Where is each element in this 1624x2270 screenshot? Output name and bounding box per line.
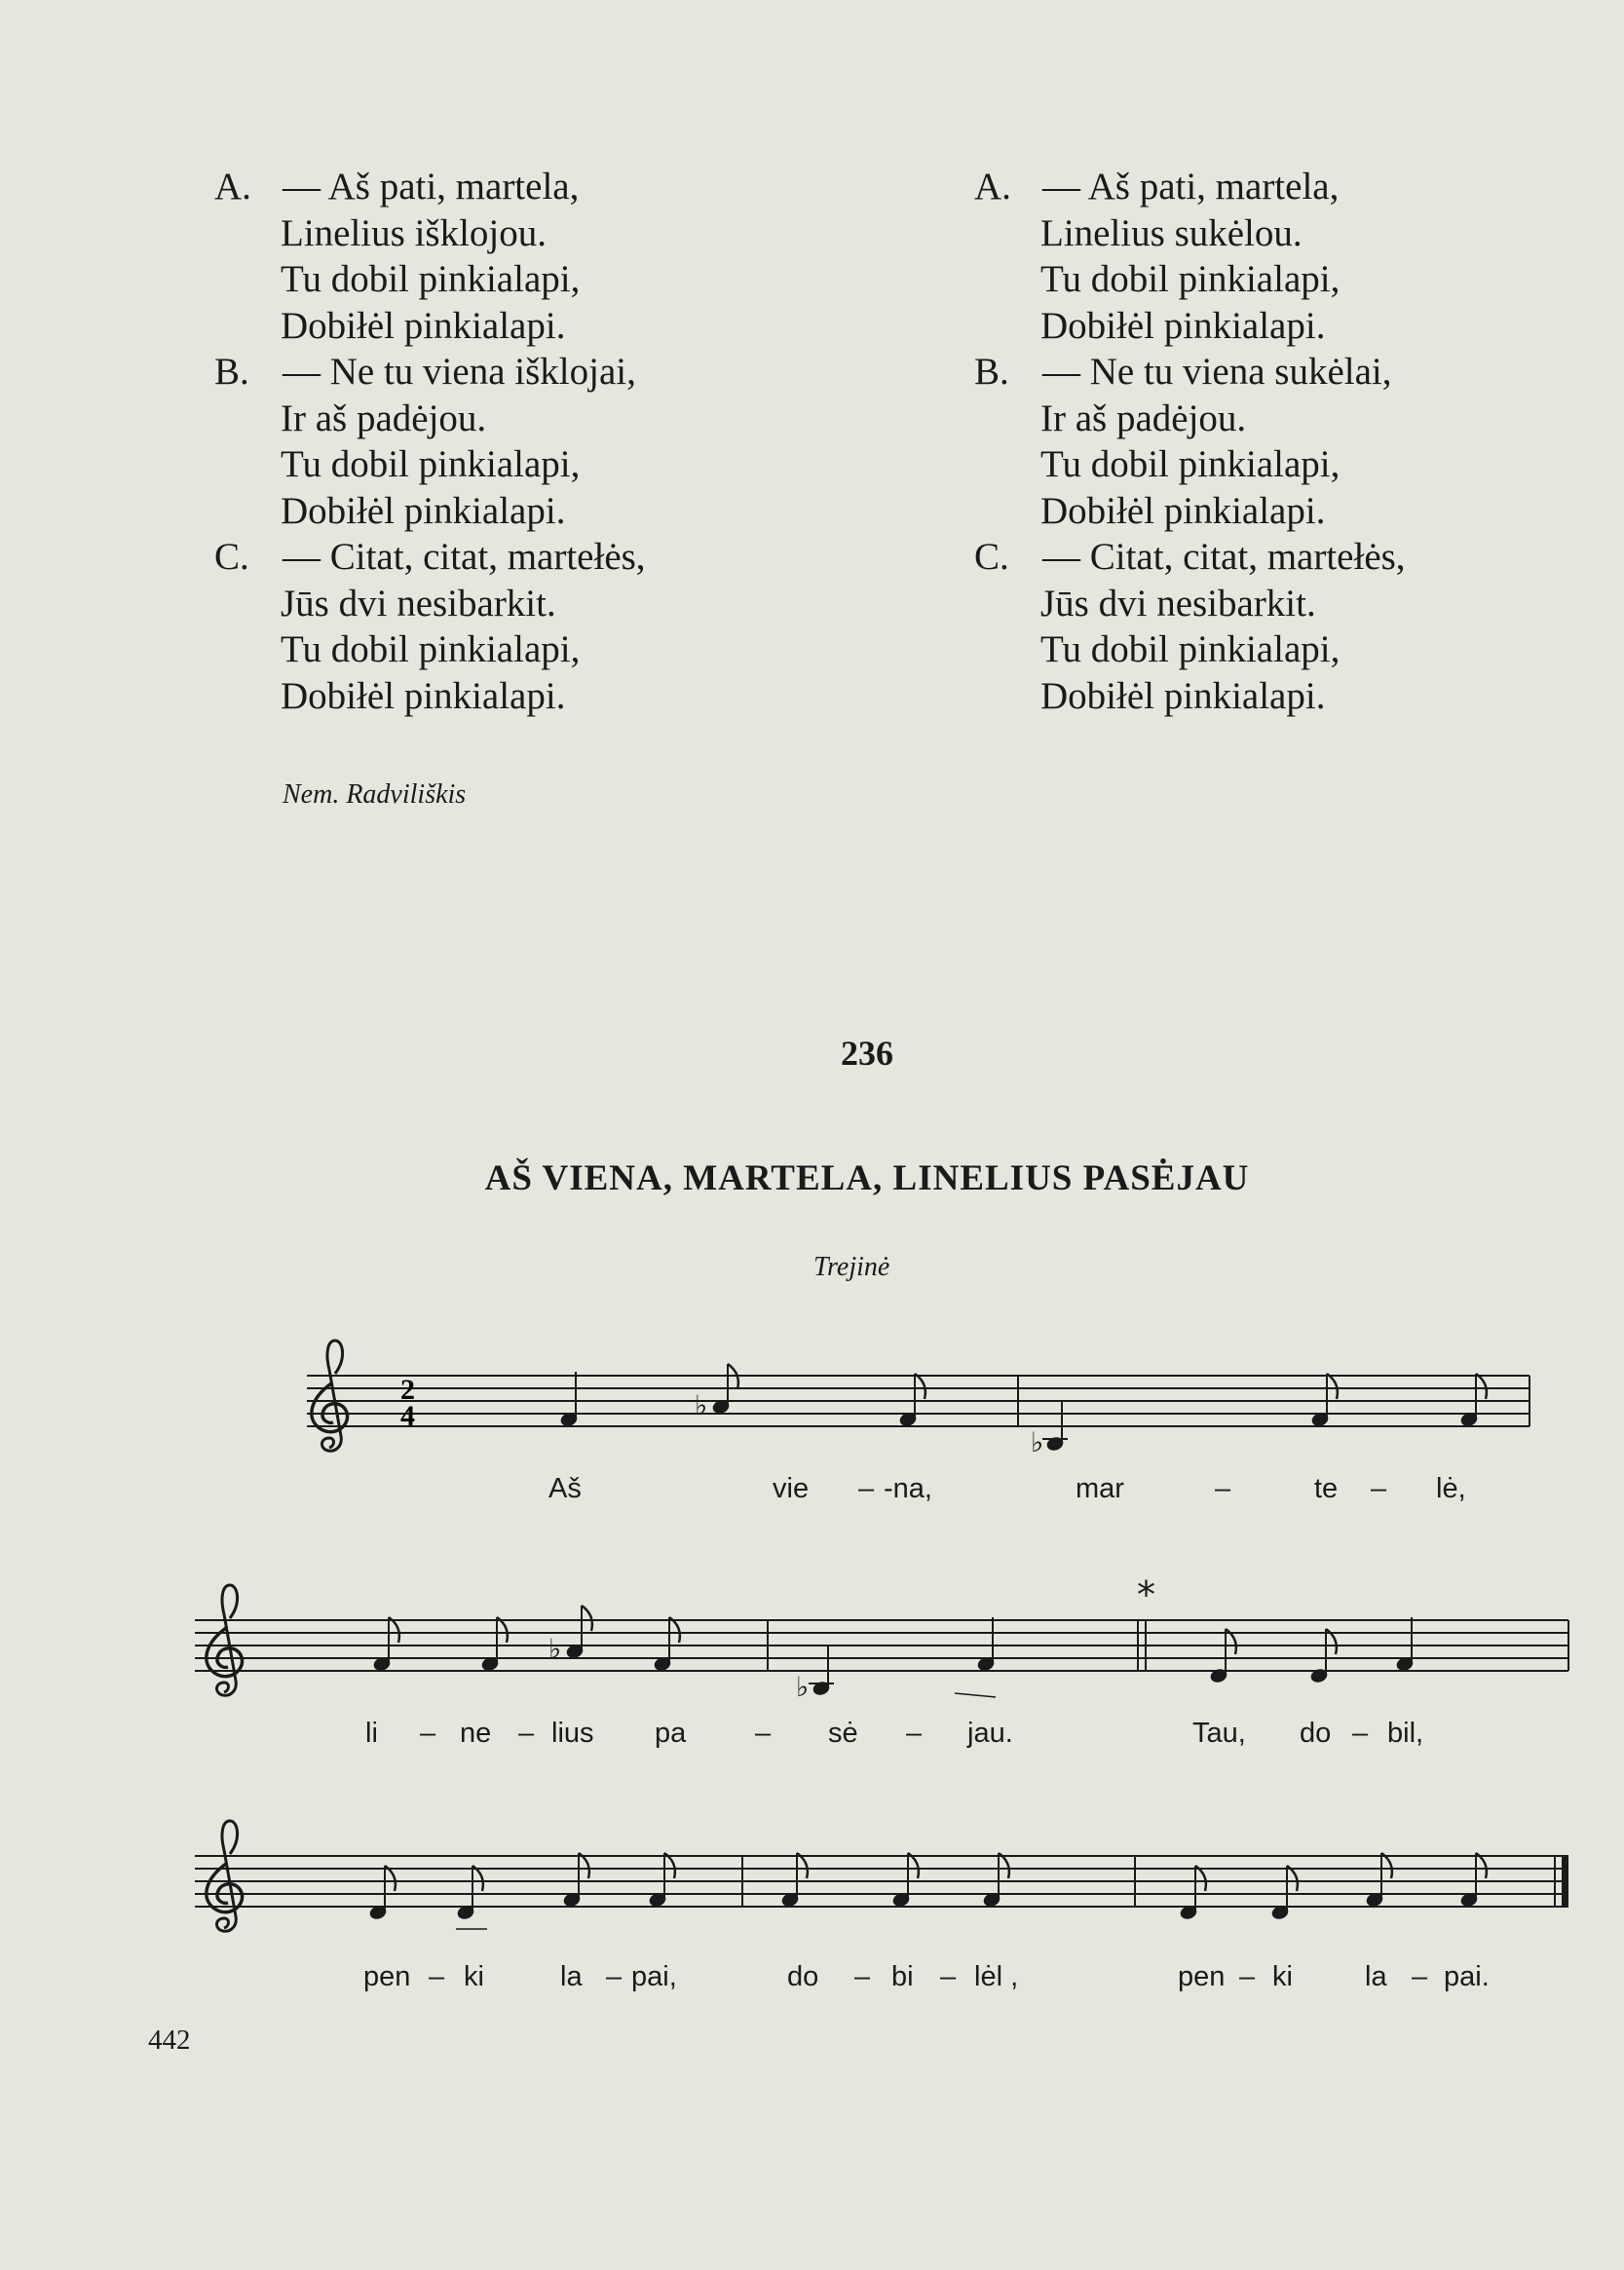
speaker-label: B. bbox=[974, 351, 1009, 393]
lyric-syllable: Tau, bbox=[1192, 1718, 1246, 1749]
lyric-syllable: – bbox=[606, 1961, 623, 1992]
verse-line: Linelius išklojou. bbox=[281, 211, 547, 254]
flat-icon: ♭ bbox=[695, 1389, 708, 1421]
flat-icon: ♭ bbox=[548, 1633, 562, 1665]
verse-line: Dobiłėl pinkialapi. bbox=[281, 489, 566, 532]
lyric-syllable: bi bbox=[891, 1961, 914, 1992]
lyric-syllable: – bbox=[420, 1718, 436, 1749]
lyric-syllable: la bbox=[560, 1961, 583, 1992]
staff-lines bbox=[195, 1620, 1568, 1671]
verse-line: Ir aš padėjou. bbox=[1040, 397, 1247, 439]
lyric-syllable: – bbox=[1371, 1473, 1387, 1504]
lyric-syllable: do bbox=[1300, 1718, 1332, 1749]
staff-system-3 bbox=[195, 1821, 1568, 1992]
lyric-syllable: – bbox=[854, 1961, 871, 1992]
verse-line: Tu dobil pinkialapi, bbox=[281, 258, 581, 300]
speaker-label: C. bbox=[214, 536, 249, 578]
staff-lines bbox=[307, 1376, 1530, 1426]
lyric-syllable: pa bbox=[655, 1718, 687, 1749]
verse-line: Tu dobil pinkialapi, bbox=[281, 628, 581, 670]
verse-line: Linelius sukėlou. bbox=[1040, 211, 1303, 254]
footnote-asterisk: * bbox=[1137, 1573, 1155, 1616]
lyric-syllable: – bbox=[1215, 1473, 1231, 1504]
flat-icon: ♭ bbox=[1031, 1426, 1044, 1458]
tempo-marking: Trejinė bbox=[813, 1252, 890, 1282]
flat-icon: ♭ bbox=[796, 1671, 810, 1703]
lyric-syllable: ki bbox=[464, 1961, 484, 1992]
time-signature-bottom: 4 bbox=[400, 1400, 415, 1432]
lyric-syllable: – bbox=[1412, 1961, 1428, 1992]
note bbox=[1209, 1629, 1235, 1684]
final-barline-thick bbox=[1562, 1856, 1568, 1907]
speaker-label: A. bbox=[214, 166, 251, 208]
verse-line: Tu dobil pinkialapi, bbox=[1040, 443, 1341, 485]
lyric-syllable: la bbox=[1365, 1961, 1387, 1992]
lyric-syllable: mar bbox=[1076, 1473, 1124, 1504]
treble-clef-icon bbox=[312, 1341, 348, 1451]
verse-line: Dobiłėl pinkialapi. bbox=[1040, 489, 1326, 532]
note bbox=[796, 1645, 834, 1703]
lyric-syllable: ki bbox=[1272, 1961, 1293, 1992]
verse-line: Dobiłėl pinkialapi. bbox=[1040, 304, 1326, 347]
lyric-syllable: – bbox=[1352, 1718, 1369, 1749]
note bbox=[1309, 1629, 1336, 1684]
note bbox=[1031, 1401, 1068, 1458]
note bbox=[559, 1372, 578, 1427]
song-title: AŠ VIENA, MARTELA, LINELIUS PASĖJAU bbox=[484, 1158, 1250, 1198]
lyric-syllable: pai, bbox=[631, 1961, 677, 1992]
verse-line: — Ne tu viena išklojai, bbox=[283, 351, 636, 393]
staff-system-2 bbox=[195, 1573, 1568, 1749]
lyric-syllable: Aš bbox=[548, 1473, 582, 1504]
verse-line: Tu dobil pinkialapi, bbox=[281, 443, 581, 485]
lyric-syllable: lė, bbox=[1436, 1473, 1466, 1504]
speaker-label: B. bbox=[214, 351, 249, 393]
note bbox=[548, 1606, 592, 1665]
verse-line: Tu dobil pinkialapi, bbox=[1040, 258, 1341, 300]
verse-line: Dobiłėl pinkialapi. bbox=[281, 674, 566, 717]
lyric-syllable: – bbox=[858, 1473, 875, 1504]
lyric-syllable: pen bbox=[363, 1961, 411, 1992]
lyric-syllable: bil, bbox=[1387, 1718, 1424, 1749]
verse-line: Jūs dvi nesibarkit. bbox=[1040, 582, 1316, 624]
verse-line: Ir aš padėjou. bbox=[281, 397, 487, 439]
lyric-syllable: lius bbox=[551, 1718, 594, 1749]
lyric-syllable: pai. bbox=[1444, 1961, 1490, 1992]
lyric-syllable: ne bbox=[460, 1718, 492, 1749]
lyric-syllable: pen bbox=[1178, 1961, 1226, 1992]
lyric-syllable: – bbox=[1239, 1961, 1256, 1992]
verse-line: Dobiłėl pinkialapi. bbox=[1040, 674, 1326, 717]
treble-clef-icon bbox=[207, 1821, 243, 1931]
staff-lines bbox=[195, 1856, 1568, 1907]
verse-line: Tu dobil pinkialapi, bbox=[1040, 628, 1341, 670]
speaker-label: A. bbox=[974, 166, 1011, 208]
lyric-syllable: jau. bbox=[967, 1718, 1013, 1749]
lyric-syllable: vie bbox=[773, 1473, 810, 1504]
lyric-syllable: li bbox=[365, 1718, 378, 1749]
verse-line: — Citat, citat, martełės, bbox=[283, 536, 646, 578]
page-number: 442 bbox=[148, 2024, 191, 2056]
lyric-syllable: -na, bbox=[884, 1473, 932, 1504]
lyric-syllable: – bbox=[940, 1961, 957, 1992]
verse-line: — Aš pati, martela, bbox=[1042, 166, 1340, 208]
lyric-syllable: lėl , bbox=[974, 1961, 1019, 1992]
lyric-syllable: te bbox=[1314, 1473, 1339, 1504]
treble-clef-icon bbox=[207, 1585, 243, 1695]
verse-line: — Ne tu viena sukėlai, bbox=[1042, 351, 1392, 393]
staff-system-1 bbox=[307, 1341, 1530, 1504]
lyric-syllable: – bbox=[518, 1718, 535, 1749]
verse-line: Jūs dvi nesibarkit. bbox=[281, 582, 556, 624]
speaker-label: C. bbox=[974, 536, 1009, 578]
time-signature-top: 2 bbox=[400, 1374, 415, 1406]
lyric-syllable: – bbox=[906, 1718, 923, 1749]
lyric-syllable: – bbox=[755, 1718, 772, 1749]
lyric-syllable: do bbox=[787, 1961, 819, 1992]
verse-line: — Aš pati, martela, bbox=[283, 166, 580, 208]
song-number: 236 bbox=[841, 1034, 893, 1073]
verse-line: Dobiłėl pinkialapi. bbox=[281, 304, 566, 347]
location-note: Nem. Radviliškis bbox=[283, 779, 467, 810]
lyric-syllable: – bbox=[429, 1961, 445, 1992]
verse-line: — Citat, citat, martełės, bbox=[1042, 536, 1406, 578]
lyric-syllable: sė bbox=[828, 1718, 858, 1749]
slur bbox=[955, 1693, 996, 1697]
